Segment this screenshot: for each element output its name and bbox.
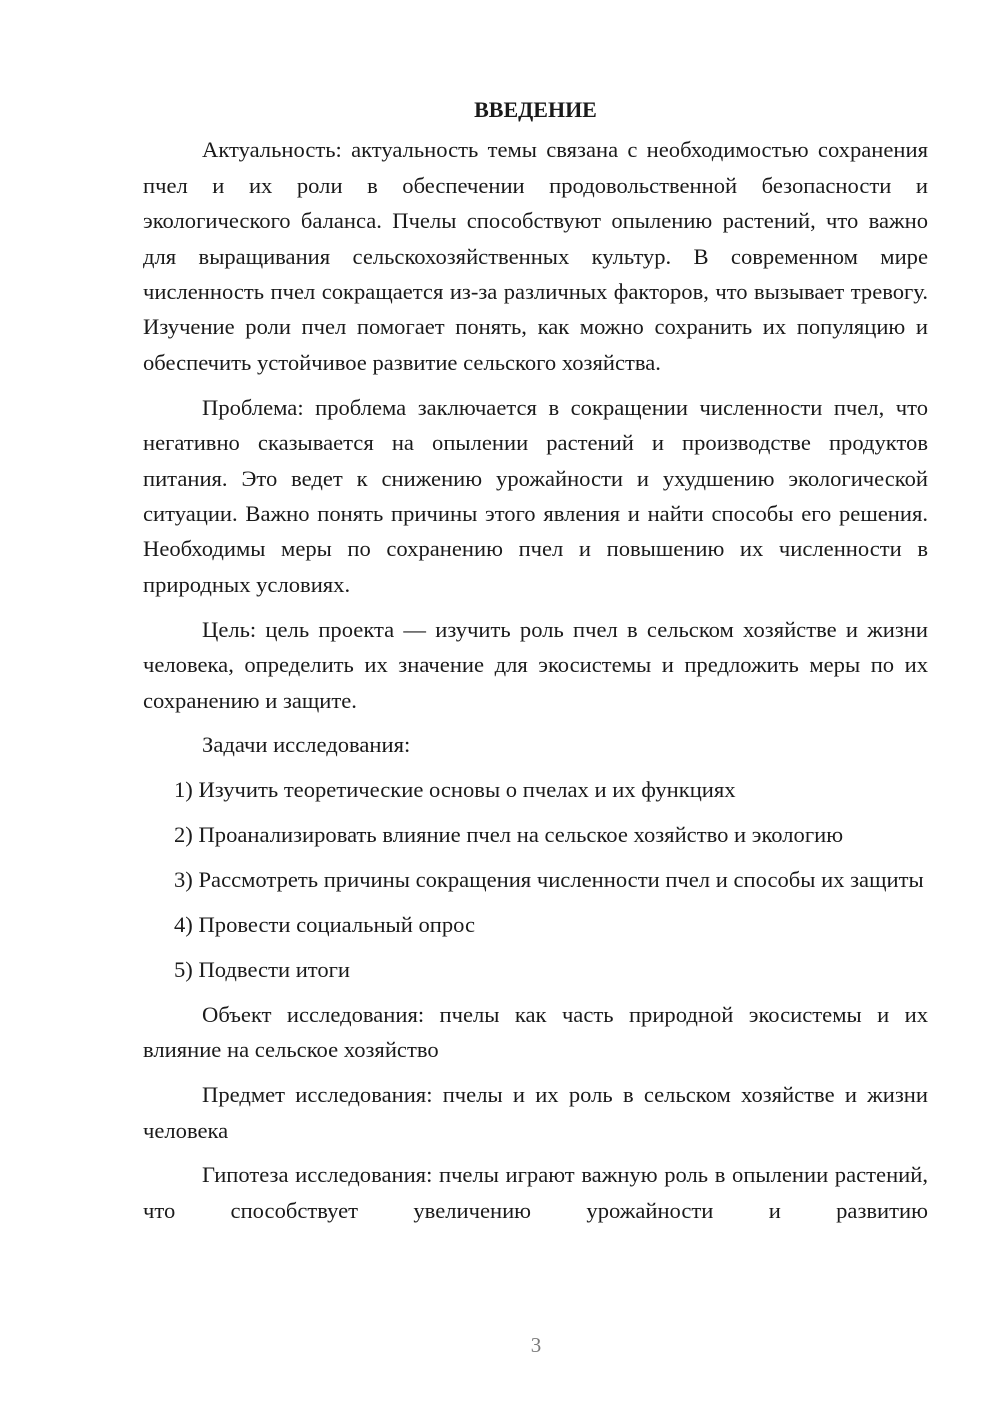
page-number: 3 — [530, 1333, 542, 1357]
paragraph-relevance: Актуальность: актуальность темы связана с необходимостью сохранения пчел и их роли в обеспечении продовольственной безопасности и экологического баланса. Пчелы способствуют опылению растений, что важно для выращивания сельскохозяйственных культур. В современном мире численность пчел сокращается из-за различных факторов, что вызывает тревогу. Изучение роли пчел помогает понять, как можно сохранить их популяцию и обеспечить устойчивое развитие сельского хозяйства. — [143, 137, 928, 375]
paragraph-tasks-heading: Задачи исследования: — [202, 732, 411, 758]
paragraph-object: Объект исследования: пчелы как часть природной экосистемы и их влияние на сельское хозяйство — [143, 1001, 928, 1063]
paragraph-subject: Предмет исследования: пчелы и их роль в сельском хозяйстве и жизни человека — [143, 1082, 928, 1143]
task-item-5: 5) Подвести итоги — [174, 956, 351, 982]
paragraph-problem: Проблема: проблема заключается в сокращении численности пчел, что негативно сказывается на опылении растений и производстве продуктов питания. Это ведет к снижению урожайности и ухудшению экологической ситуации. Важно понять причины этого явления и найти способы его решения. Необходимы меры по сохранению пчел и повышению их численности в природных условиях. — [143, 394, 928, 597]
paragraph-goal: Цель: цель проекта — изучить роль пчел в сельском хозяйстве и жизни человека, определить их значение для экосистемы и предложить меры по их сохранению и защите. — [143, 616, 928, 713]
task-item-3: 3) Рассмотреть причины сокращения численности пчел и способы их защиты — [174, 867, 924, 893]
section-title: ВВЕДЕНИЕ — [474, 97, 597, 122]
document-page — [143, 92, 928, 1238]
paragraph-hypothesis: Гипотеза исследования: пчелы играют важную роль в опылении растений, что способствует увеличению урожайности и развитию — [143, 1162, 928, 1223]
task-item-4: 4) Провести социальный опрос — [174, 912, 476, 938]
task-item-1: 1) Изучить теоретические основы о пчелах и их функциях — [174, 777, 736, 803]
task-item-2: 2) Проанализировать влияние пчел на сельское хозяйство и экологию — [174, 822, 844, 848]
